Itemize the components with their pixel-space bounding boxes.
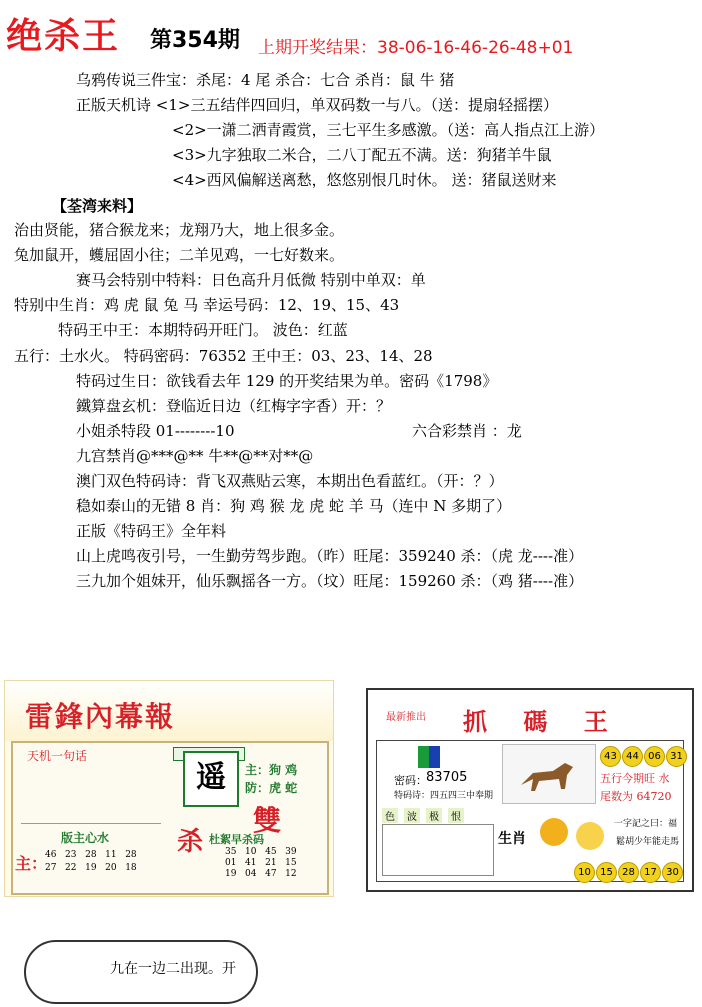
line-zhengban: 正版《特码王》全年料 xyxy=(76,522,227,540)
banzhu-grid xyxy=(45,849,155,875)
vertical-text-box xyxy=(382,824,494,876)
shasha-title: 杜絮早杀码 xyxy=(209,833,264,846)
grid-num: 46 xyxy=(45,850,57,860)
grid-num: 12 xyxy=(285,869,297,879)
tab-se: 色 xyxy=(382,808,398,823)
line-temawang: 特码王中王：本期特码开旺门。 波色：红蓝 xyxy=(58,321,348,339)
grid-num: 41 xyxy=(245,858,257,868)
latest-label: 最新推出 xyxy=(386,712,426,723)
line-quanwan-1: 治由贤能，猪合猴龙来；龙翔乃大，地上很多金。 xyxy=(14,221,345,239)
grid-num: 21 xyxy=(265,858,277,868)
ball-top: 06 xyxy=(644,746,665,767)
line-shengxiao: 特别中生肖：鸡 虎 鼠 兔 马 幸运号码：12、19、15、43 xyxy=(14,296,400,314)
ball-bottom: 15 xyxy=(596,862,617,883)
horse-icon xyxy=(503,745,595,803)
grid-num: 27 xyxy=(45,863,57,873)
line-tianji-1: 正版天机诗 <1>三五结伴四回归，单双码数一与八。（送：提扇轻摇摆） xyxy=(76,96,558,114)
line-xiaojie: 小姐杀特段 01--------10 xyxy=(76,422,235,440)
grid-num: 28 xyxy=(125,850,137,860)
line-sanjiu: 三九加个姐妹开，仙乐飘摇各一方。（坟）旺尾：159260 杀：（鸡 猪----准） xyxy=(76,572,584,590)
line-jiugong: 九宫禁肖@***@** 牛**@**对**@ xyxy=(76,447,314,465)
cartoon-icon xyxy=(576,822,604,850)
tab-hen: 恨 xyxy=(448,808,464,823)
line-quanwan-2: 兔加鼠开，蠖屈固小往；二羊见鸡，一七好数来。 xyxy=(14,246,345,264)
grid-num: 01 xyxy=(225,858,237,868)
tab-bo: 波 xyxy=(404,808,420,823)
shama-grid xyxy=(225,847,325,880)
cloud-text: 九在一边二出现。开 xyxy=(110,961,236,977)
grid-num: 35 xyxy=(225,847,237,857)
line-taishan: 稳如泰山的无错 8 肖：狗 鸡 猴 龙 虎 蛇 羊 马（连中 N 多期了） xyxy=(76,497,512,515)
zhu-line: 主：狗 鸡 xyxy=(245,763,298,777)
line-tianji-3: <3>九字独取二米合，二八丁配五不满。送：狗猪羊牛鼠 xyxy=(172,146,552,164)
grid-num: 04 xyxy=(245,869,257,879)
fang-line: 防：虎 蛇 xyxy=(245,781,298,795)
tab-ji: 极 xyxy=(426,808,442,823)
grid-num: 15 xyxy=(285,858,297,868)
line-shanshang: 山上虎鸣夜引号，一生勤劳驾步跑。（昨）旺尾：359240 杀：（虎 龙----准） xyxy=(76,547,584,565)
couplet-text: 鬆胡少年能走馬 xyxy=(616,837,680,847)
shengxiao-label: 生肖 xyxy=(498,831,526,847)
ball-top: 31 xyxy=(666,746,687,767)
page-title: 绝杀王 xyxy=(6,16,121,57)
cartoon-icon xyxy=(540,818,568,846)
shuang-character: 雙 xyxy=(253,804,282,837)
sha-character: 杀 xyxy=(177,827,204,857)
zhu-label: 主： xyxy=(15,854,48,873)
grid-num: 20 xyxy=(105,863,117,873)
ball-bottom: 17 xyxy=(640,862,661,883)
zhuamawang-title: 抓 碼 王 xyxy=(463,707,622,736)
divider xyxy=(21,823,161,824)
grid-num: 39 xyxy=(285,847,297,857)
line-aomen: 澳门双色特码诗：背飞双燕贴云寒，本期出色看蓝红。（开：？） xyxy=(76,472,504,490)
issue-number: 第354期 xyxy=(150,28,240,53)
yao-character: 遥 xyxy=(183,751,239,807)
line-jinxiao: 六合彩禁肖 ：龙 xyxy=(412,422,522,440)
horse-image xyxy=(502,744,596,804)
zhuamawang-panel xyxy=(366,688,694,892)
grid-num: 45 xyxy=(265,847,277,857)
line-tianji-4: <4>西风偏解送离愁，悠悠别恨几时休。 送：猪鼠送财来 xyxy=(172,171,557,189)
last-result: 上期开奖结果：38-06-16-46-26-48+01 xyxy=(258,38,574,58)
weishu-text: 尾数为 64720 xyxy=(600,790,672,803)
line-tiesuanpan: 鐵算盘玄机：登临近日边（红梅字字香）开：？ xyxy=(76,397,392,415)
logo-icon xyxy=(418,746,440,768)
grid-num: 22 xyxy=(65,863,77,873)
yizi-text: 一字記之曰：福 xyxy=(614,819,678,829)
grid-num: 19 xyxy=(85,863,97,873)
grid-num: 18 xyxy=(125,863,137,873)
tianji-label: 天机一句话 xyxy=(27,749,88,763)
line-shengri: 特码过生日：欲钱看去年 129 的开奖结果为单。密码《1798》 xyxy=(76,372,498,390)
grid-num: 47 xyxy=(265,869,277,879)
leifeng-title: 雷鋒內幕報 xyxy=(25,700,176,733)
ball-top: 43 xyxy=(600,746,621,767)
tema-poem: 特码诗：四五四三中奉期 xyxy=(394,791,494,801)
grid-num: 10 xyxy=(245,847,257,857)
banzhu-label: 版主心水 xyxy=(61,831,110,845)
mima-value: 83705 xyxy=(426,770,468,785)
grid-num: 19 xyxy=(225,869,237,879)
line-wuya: 乌鸦传说三件宝：杀尾：4 尾 杀合：七合 杀肖：鼠 牛 猪 xyxy=(76,71,455,89)
wuxing-text: 五行今期旺 水 xyxy=(600,772,670,785)
line-saimahui: 赛马会特别中特料：日色高升月低微 特别中单双：单 xyxy=(76,271,426,289)
line-wuxing: 五行：土水火。 特码密码：76352 王中王：03、23、14、28 xyxy=(14,347,433,365)
ball-bottom: 28 xyxy=(618,862,639,883)
grid-num: 23 xyxy=(65,850,77,860)
grid-num: 11 xyxy=(105,850,117,860)
mima-label: 密码： xyxy=(394,774,427,787)
ball-bottom: 10 xyxy=(574,862,595,883)
leifeng-panel xyxy=(4,680,334,897)
line-tianji-2: <2>一潇二洒青霞赏，三七平生多感激。（送：高人指点江上游） xyxy=(172,121,605,139)
ball-bottom: 30 xyxy=(662,862,683,883)
ball-top: 44 xyxy=(622,746,643,767)
grid-num: 28 xyxy=(85,850,97,860)
section-quanwan: 【荃湾来料】 xyxy=(52,197,143,215)
